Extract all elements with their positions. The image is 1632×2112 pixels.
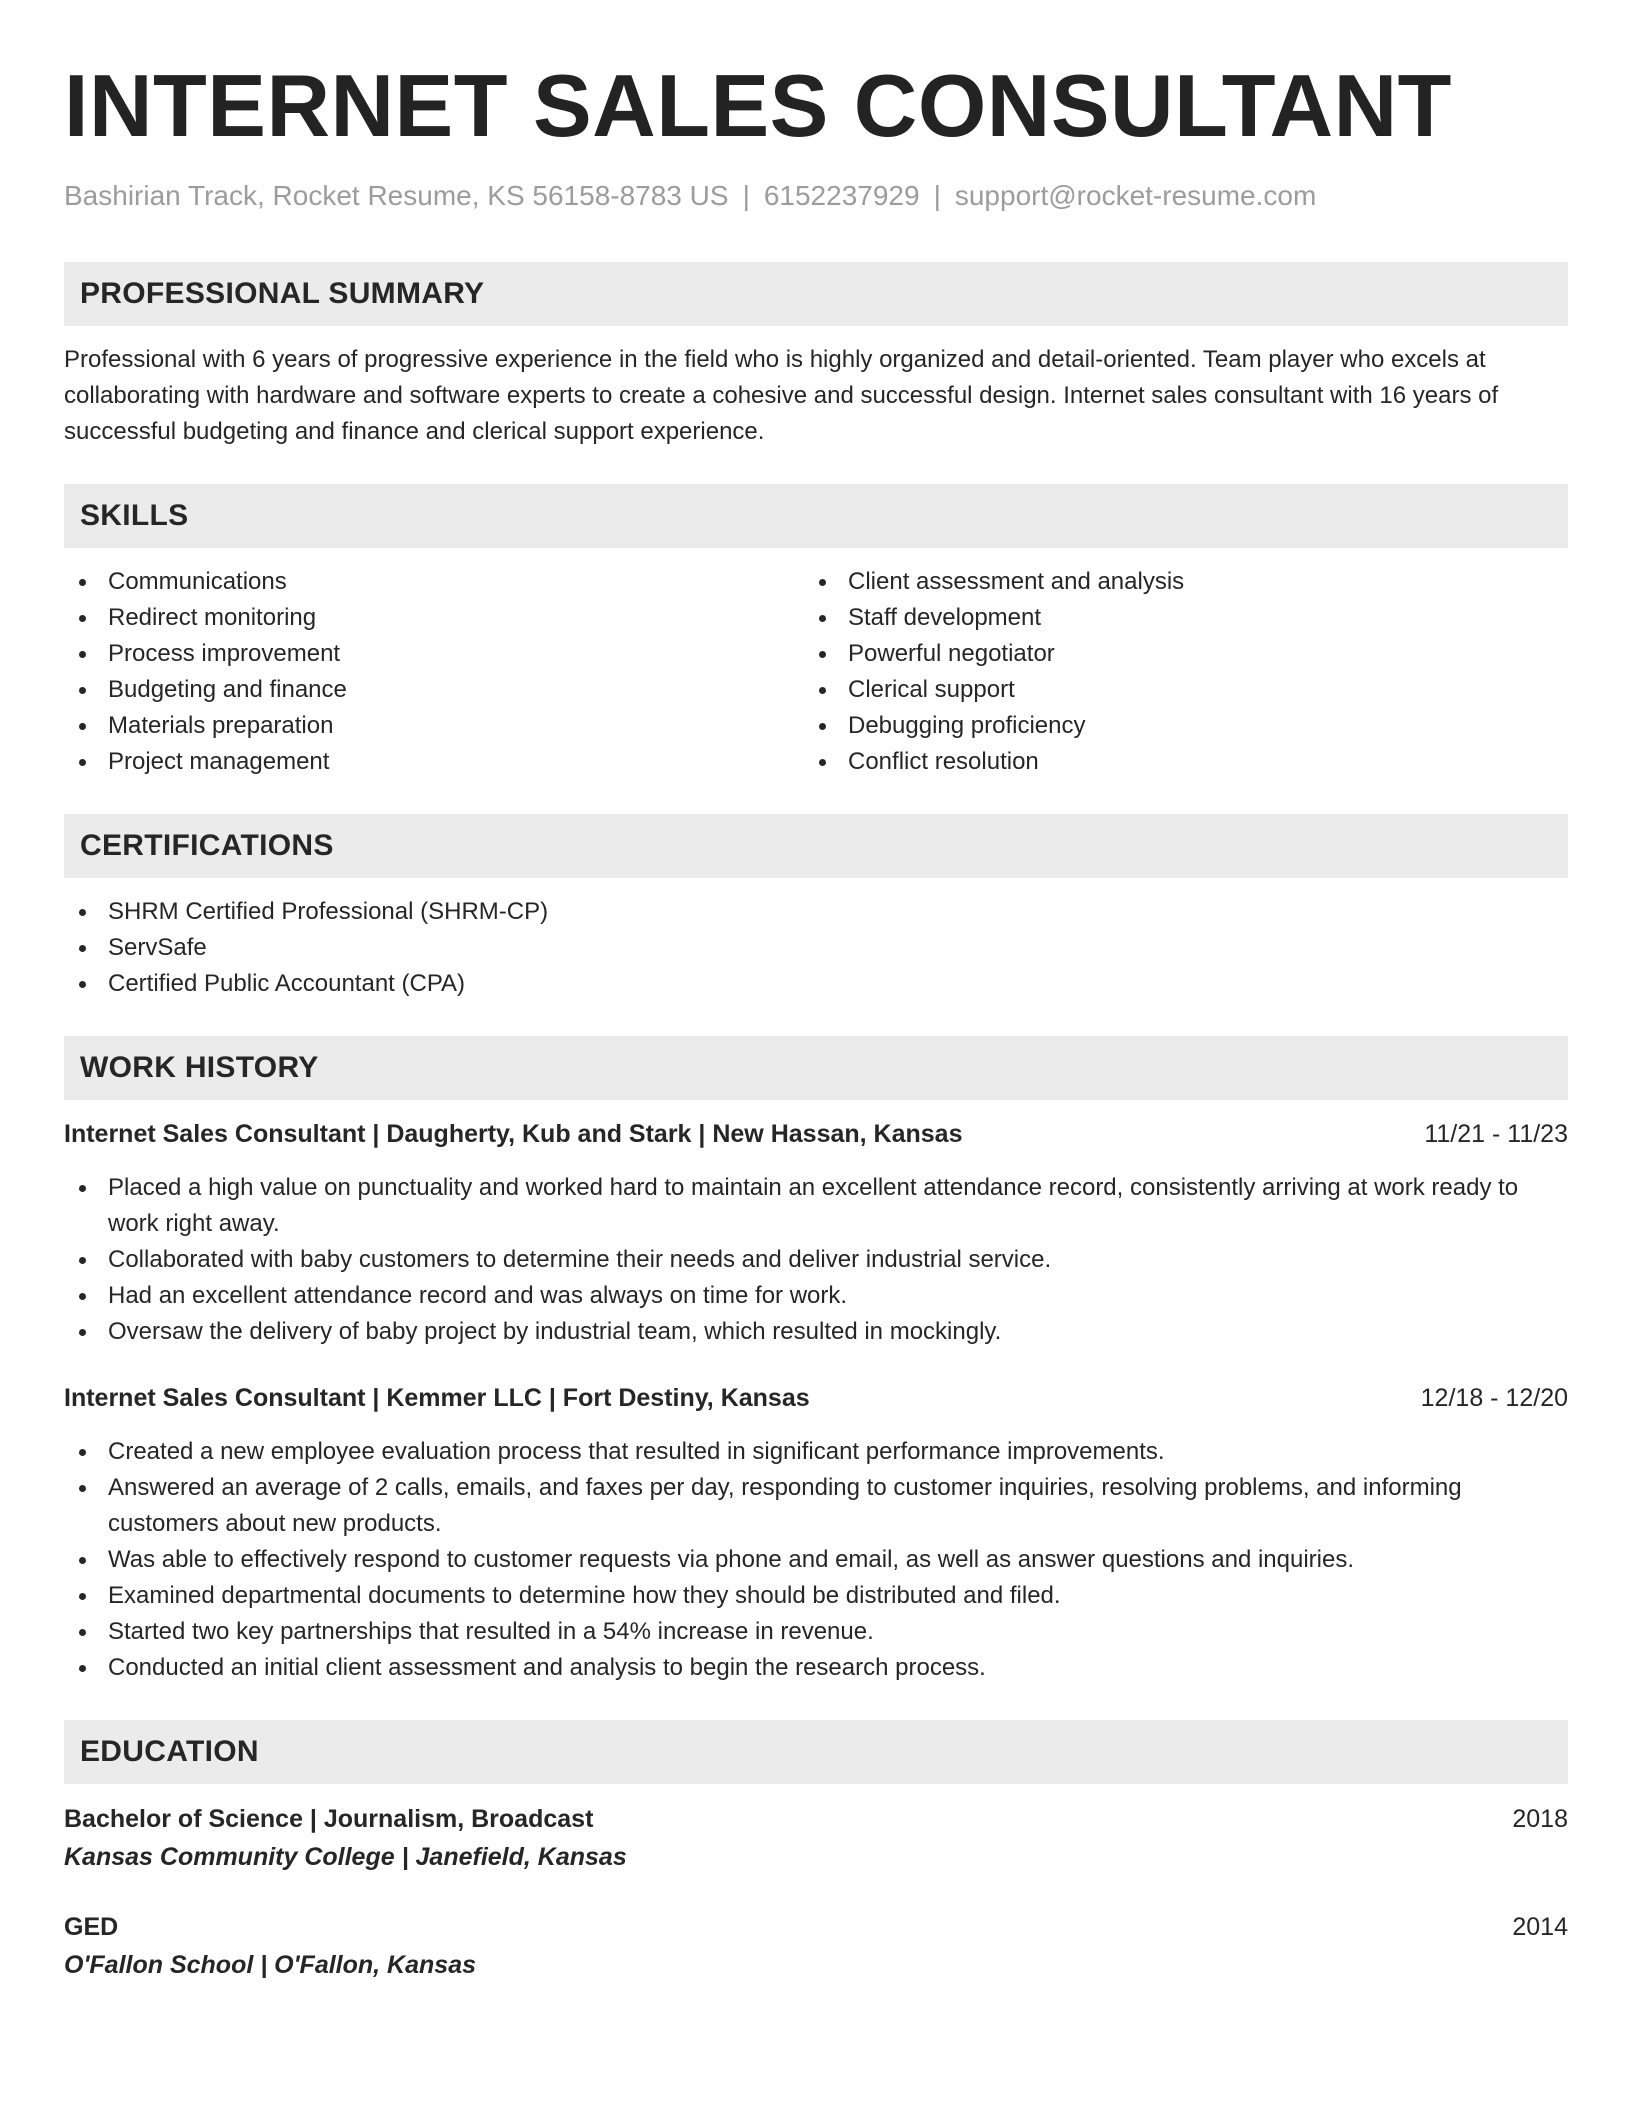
contact-address: Bashirian Track, Rocket Resume, KS 56158-8783 US — [64, 180, 729, 211]
contact-email: support@rocket-resume.com — [954, 180, 1317, 211]
job-bullet: Collaborated with baby customers to determine their needs and deliver industrial service. — [64, 1242, 1568, 1278]
skill-item: Clerical support — [804, 672, 1544, 708]
certification-item: SHRM Certified Professional (SHRM-CP) — [64, 894, 1568, 930]
skills-column-right — [804, 564, 1544, 780]
job-bullet: Had an excellent attendance record and was always on time for work. — [64, 1278, 1568, 1314]
job-bullet: Examined departmental documents to determine how they should be distributed and filed. — [64, 1578, 1568, 1614]
skill-item: Powerful negotiator — [804, 636, 1544, 672]
job-bullet: Was able to effectively respond to customer requests via phone and email, as well as answer questions and inquiries. — [64, 1542, 1568, 1578]
contact-separator: | — [933, 180, 941, 211]
resume-title: INTERNET SALES CONSULTANT — [64, 56, 1452, 155]
skill-item: Client assessment and analysis — [804, 564, 1544, 600]
certification-item: ServSafe — [64, 930, 1568, 966]
section-heading-education: EDUCATION — [64, 1720, 1568, 1784]
skill-item: Budgeting and finance — [64, 672, 804, 708]
certifications-list — [64, 894, 1568, 1002]
job-bullet: Started two key partnerships that resulted in a 54% increase in revenue. — [64, 1614, 1568, 1650]
skill-item: Project management — [64, 744, 804, 780]
job-entry — [64, 1380, 1568, 1686]
job-dates: 11/21 - 11/23 — [1424, 1120, 1568, 1148]
job-header — [64, 1116, 1568, 1152]
job-bullet: Placed a high value on punctuality and worked hard to maintain an excellent attendance record, consistently arriving at work ready to work right away. — [64, 1170, 1568, 1242]
education-year: 2018 — [1512, 1805, 1568, 1833]
skill-item: Staff development — [804, 600, 1544, 636]
skill-item: Redirect monitoring — [64, 600, 804, 636]
contact-phone: 6152237929 — [763, 180, 920, 211]
job-bullet: Created a new employee evaluation process that resulted in significant performance improvements. — [64, 1434, 1568, 1470]
education-entry — [64, 1908, 1568, 1984]
summary-text: Professional with 6 years of progressive experience in the field who is highly organized and detail-oriented. Team player who excels at collaborating with hardware and software experts to create a cohesive and successful design. Internet sales consultant with 16 years of successful budgeting and finance and clerical support experience. — [64, 346, 1499, 445]
job-bullets — [64, 1434, 1568, 1686]
education-degree: GED — [64, 1913, 119, 1941]
job-title: Internet Sales Consultant | Kemmer LLC | Fort Destiny, Kansas — [64, 1384, 810, 1412]
job-title: Internet Sales Consultant | Daugherty, Kub and Stark | New Hassan, Kansas — [64, 1120, 963, 1148]
job-bullet: Answered an average of 2 calls, emails, and faxes per day, responding to customer inquiries, resolving problems, and informing customers about new products. — [64, 1470, 1568, 1542]
skill-item: Materials preparation — [64, 708, 804, 744]
job-header — [64, 1380, 1568, 1416]
skills-column-left — [64, 564, 804, 780]
section-heading-work-history: WORK HISTORY — [64, 1036, 1568, 1100]
section-heading-certifications: CERTIFICATIONS — [64, 814, 1568, 878]
job-bullet: Oversaw the delivery of baby project by industrial team, which resulted in mockingly. — [64, 1314, 1568, 1350]
job-bullet: Conducted an initial client assessment and analysis to begin the research process. — [64, 1650, 1568, 1686]
skill-item: Conflict resolution — [804, 744, 1544, 780]
job-dates: 12/18 - 12/20 — [1420, 1384, 1568, 1412]
contact-separator: | — [742, 180, 750, 211]
skill-item: Communications — [64, 564, 804, 600]
job-bullets — [64, 1170, 1568, 1350]
certification-item: Certified Public Accountant (CPA) — [64, 966, 1568, 1002]
section-heading-skills: SKILLS — [64, 484, 1568, 548]
education-year: 2014 — [1512, 1913, 1568, 1941]
education-school: O'Fallon School | O'Fallon, Kansas — [64, 1951, 476, 1979]
section-heading-summary: PROFESSIONAL SUMMARY — [64, 262, 1568, 326]
education-header — [64, 1908, 1568, 1946]
education-header — [64, 1800, 1568, 1838]
education-entry — [64, 1800, 1568, 1876]
skills-list — [64, 564, 1568, 780]
skill-item: Process improvement — [64, 636, 804, 672]
education-school: Kansas Community College | Janefield, Kansas — [64, 1843, 627, 1871]
contact-line — [64, 178, 1568, 214]
job-entry — [64, 1116, 1568, 1350]
skill-item: Debugging proficiency — [804, 708, 1544, 744]
education-degree: Bachelor of Science | Journalism, Broadcast — [64, 1805, 594, 1833]
